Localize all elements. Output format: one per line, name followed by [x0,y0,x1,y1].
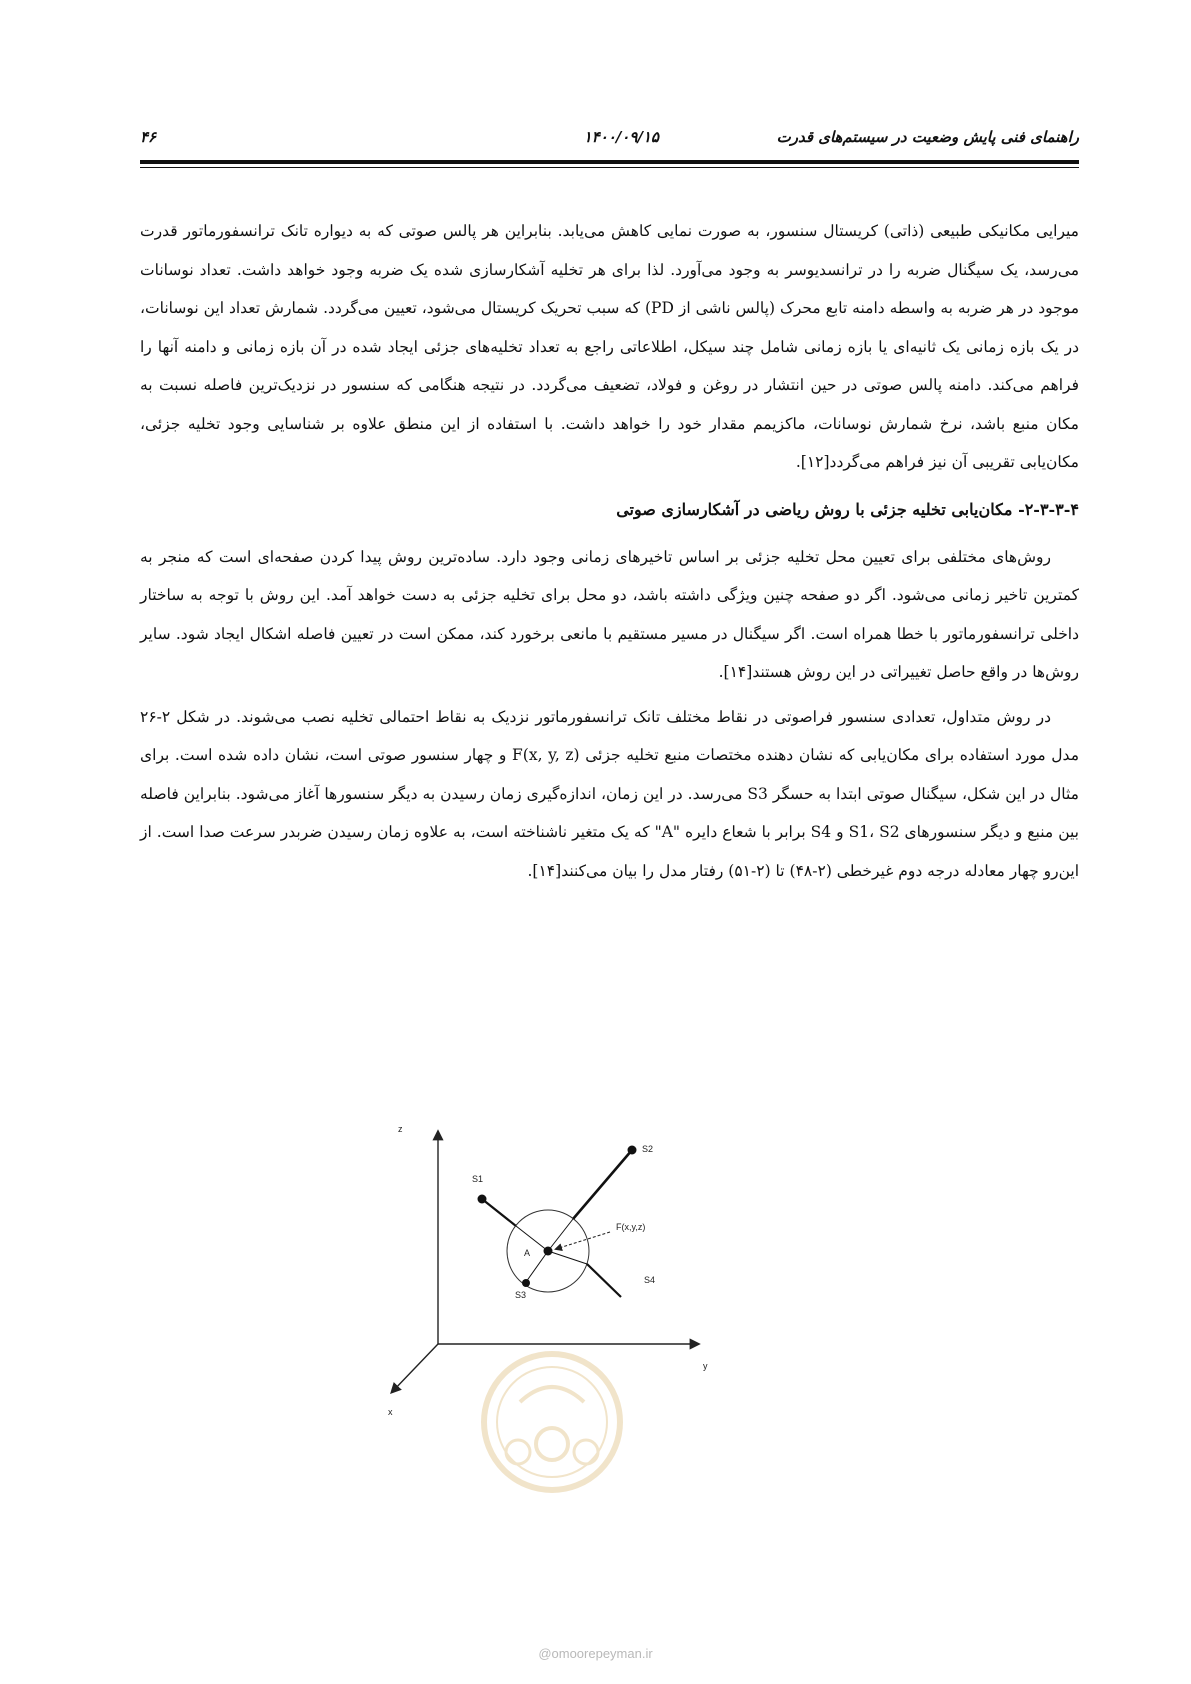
header-rule-thick [140,160,1079,164]
line-s2 [573,1150,632,1219]
publisher-seal-watermark [484,1354,620,1490]
header-date: ۱۴۰۰/۰۹/۱۵ [583,128,659,146]
source-point [544,1247,553,1256]
radius-label: A [524,1248,531,1258]
sensor-s2-label: S2 [642,1144,654,1154]
paragraph-1: میرایی مکانیکی طبیعی (ذاتی) کریستال سنسور، به صورت نمایی کاهش می‌یابد. بنابراین هر پالس صوتی که به دیواره تانک ترانسفورماتور قدرت می‌رسد، یک سیگنال ضربه را در ترانسدیوسر به وجود می‌آورد. لذا برای هر تخلیه آشکارسازی شده یک ضربه وجود خواهد داشت. تعداد نوسانات موجود در هر ضربه به واسطه دامنه تابع محرک (پالس ناشی از PD) که سبب تحریک کریستال می‌شود، تعیین می‌گردد. شمارش تعداد این نوسانات، در یک بازه زمانی یک ثانیه‌ای یا بازه زمانی شامل چند سیکل، اطلاعاتی راجع به تعداد تخلیه‌های جزئی ایجاد شده در آن بازه زمانی و دامنه آنها را فراهم می‌کند. دامنه پالس صوتی در حین انتشار در روغن و فولاد، تضعیف می‌گردد. در نتیجه هنگامی که سنسور در نزدیک‌ترین فاصله نسبت به مکان منبع باشد، نرخ شمارش نوسانات، ماکزیمم مقدار خود را خواهد داشت. با استفاده از این منطق علاوه بر شناسایی وجود تخلیه جزئی، مکان‌یابی تقریبی آن نیز فراهم می‌گردد[۱۲]. [140,222,1080,471]
source-pointer [556,1232,610,1249]
page-header [140,128,1079,160]
paragraph-3: در روش متداول، تعدادی سنسور فراصوتی در نقاط مختلف تانک ترانسفورماتور نزدیک به نقاط احتمالی تخلیه نصب می‌شوند. در شکل ۲-۲۶ مدل مورد استفاده برای مکان‌یابی که نشان دهنده مختصات منبع تخلیه جزئی F(x, y, z) و چهار سنسور صوتی است، نشان داده شده است. برای مثال در این شکل، سیگنال صوتی ابتدا به حسگر S3 می‌رسد. در این زمان، اندازه‌گیری زمان رسیدن به دیگر سنسورها آغاز می‌شود. بنابراین فاصله بین منبع و دیگر سنسورهای S1، S2 و S4 برابر با شعاع دایره "A" که یک متغیر ناشناخته است، به علاوه زمان رسیدن ضربدر سرعت صدا است. از این‌رو چهار معادله درجه دوم غیرخطی (۲-۴۸) تا (۲-۵۱) رفتار مدل را بیان می‌کنند[۱۴]. [140,707,1079,880]
line-s4-inner [548,1251,587,1264]
header-title: راهنمای فنی پایش وضعیت در سیستم‌های قدرت [776,128,1079,146]
x-axis-label: x [388,1407,393,1417]
sensor-s2-point [628,1146,637,1155]
line-s2-inner [548,1219,573,1251]
paragraph-2: روش‌های مختلفی برای تعیین محل تخلیه جزئی بر اساس تاخیرهای زمانی وجود دارد. ساده‌ترین روش پیدا کردن صفحه‌ای است که منجر به کمترین تاخیر زمانی می‌شود. اگر دو صفحه چنین ویژگی داشته باشد، دو محل برای تخلیه جزئی به دست خواهد آمد. این روش با توجه به ساختار داخلی ترانسفورماتور با خطا همراه است. اگر سیگنال در مسیر مستقیم با مانعی برخورد کند، ممکن است در تعیین فاصله اشکال ایجاد شود. سایر روش‌ها در واقع حاصل تغییراتی در این روش هستند[۱۴]. [140,547,1079,681]
x-axis [392,1344,438,1392]
line-s1-inner [516,1226,548,1251]
publisher-watermark: @omoorepeyman.ir [538,1646,653,1661]
page-number: ۴۶ [140,128,157,146]
page-body [140,212,1079,890]
figure-sensor-model [380,1122,780,1542]
header-rule-thin [140,167,1079,168]
line-s4 [587,1264,621,1297]
sensor-s3-point [522,1279,530,1287]
z-axis-label: z [398,1124,403,1134]
sensor-s3-label: S3 [515,1290,527,1300]
sensor-s1-label: S1 [472,1174,484,1184]
y-axis-label: y [703,1361,708,1371]
section-heading: ۲-۳-۳-۴- مکان‌یابی تخلیه جزئی با روش ریاضی در آشکارسازی صوتی [616,499,1079,519]
sensor-s4-label: S4 [644,1275,656,1285]
line-s1 [482,1199,516,1226]
sensor-s1-point [478,1195,487,1204]
figure-diagram [380,1122,780,1542]
source-label: F(x,y,z) [616,1222,646,1232]
